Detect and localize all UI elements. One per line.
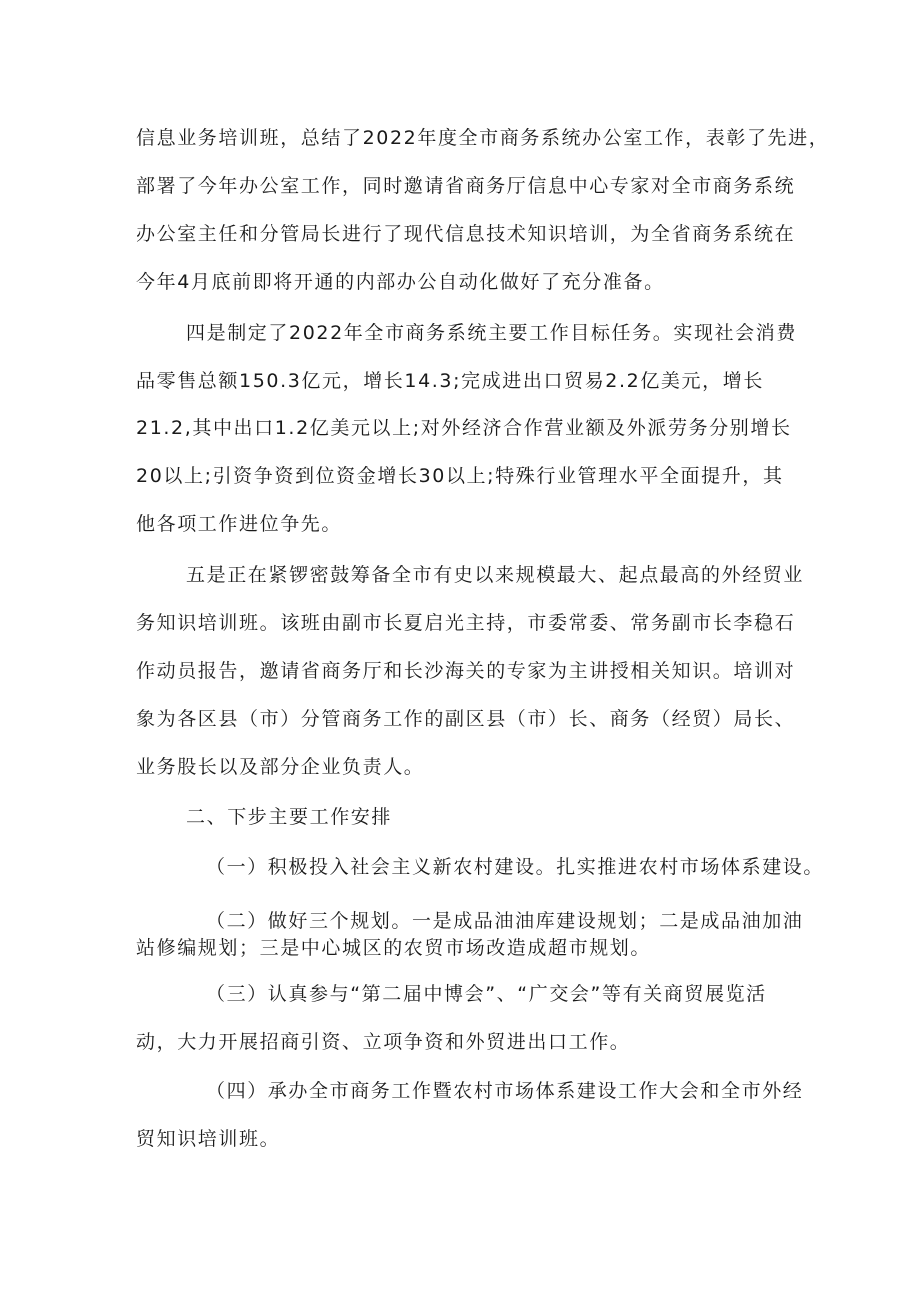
- item-3-line-1: （三）认真参与“第二届中博会”、“广交会”等有关商贸展览活: [206, 983, 767, 1005]
- item-1-line-1: （一）积极投入社会主义新农村建设。扎实推进农村市场体系建设。: [206, 856, 825, 878]
- paragraph-3-line-2: 务知识培训班。该班由副市长夏启光主持，市委常委、常务副市长李稳石: [136, 612, 796, 634]
- item-4-line-1: （四）承办全市商务工作暨农村市场体系建设工作大会和全市外经: [206, 1080, 804, 1102]
- paragraph-2-line-1: 四是制定了2022年全市商务系统主要工作目标任务。实现社会消费: [186, 322, 797, 344]
- item-2-line-1: （二）做好三个规划。一是成品油油库建设规划；二是成品油加油: [206, 910, 804, 932]
- paragraph-2-line-4: 20以上;引资争资到位资金增长30以上;特殊行业管理水平全面提升，其: [136, 465, 784, 487]
- paragraph-1-line-3: 办公室主任和分管局长进行了现代信息技术知识培训，为全省商务系统在: [136, 223, 796, 245]
- paragraph-3-line-5: 业务股长以及部分企业负责人。: [136, 756, 425, 778]
- paragraph-2-line-5: 他各项工作进位争先。: [136, 513, 343, 535]
- item-4-line-2: 贸知识培训班。: [136, 1128, 281, 1150]
- paragraph-1-line-4: 今年4月底前即将开通的内部办公自动化做好了充分准备。: [136, 271, 665, 293]
- item-3-line-2: 动，大力开展招商引资、立项争资和外贸进出口工作。: [136, 1031, 631, 1053]
- paragraph-2-line-2: 品零售总额150.3亿元，增长14.3;完成进出口贸易2.2亿美元，增长: [136, 370, 764, 392]
- section-heading: 二、下步主要工作安排: [186, 806, 393, 828]
- paragraph-2-line-3: 21.2,其中出口1.2亿美元以上;对外经济合作营业额及外派劳务分别增长: [136, 417, 792, 439]
- paragraph-1-line-1: 信息业务培训班，总结了2022年度全市商务系统办公室工作，表彰了先进，: [136, 127, 830, 149]
- paragraph-1-line-2: 部署了今年办公室工作，同时邀请省商务厅信息中心专家对全市商务系统: [136, 175, 796, 197]
- item-2-line-2: 站修编规划；三是中心城区的农贸市场改造成超市规划。: [136, 937, 652, 959]
- paragraph-3-line-4: 象为各区县（市）分管商务工作的副区县（市）长、商务（经贸）局长、: [136, 708, 796, 730]
- paragraph-3-line-3: 作动员报告，邀请省商务厅和长沙海关的专家为主讲授相关知识。培训对: [136, 660, 796, 682]
- paragraph-3-line-1: 五是正在紧锣密鼓筹备全市有史以来规模最大、起点最高的外经贸业: [186, 564, 805, 586]
